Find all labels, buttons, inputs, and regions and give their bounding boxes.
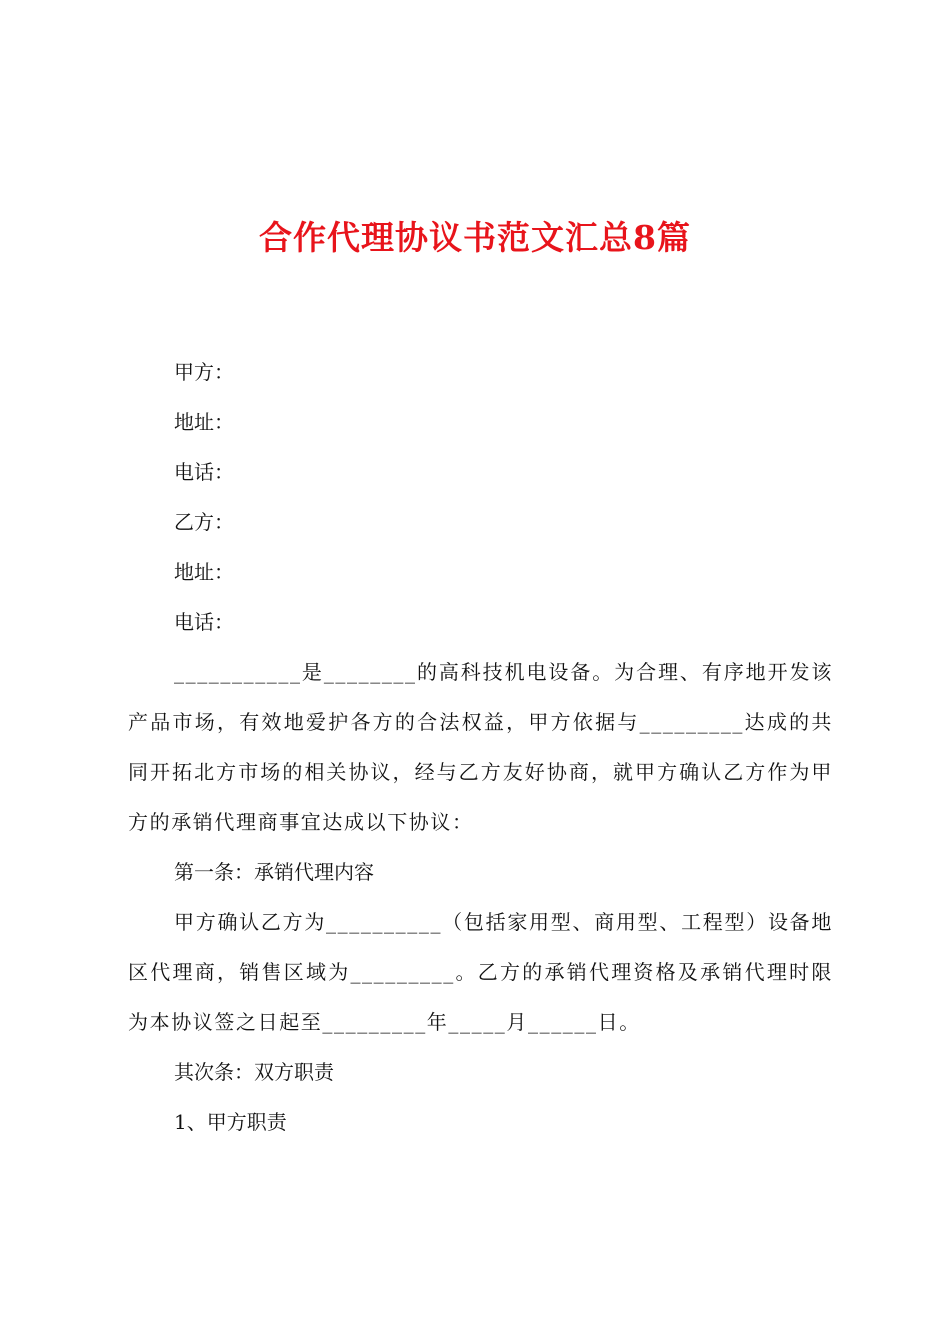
document-body: [128, 347, 833, 1147]
party-a-address-label: 地址：: [174, 410, 234, 434]
article-1-paragraph: 甲方确认乙方为__________（包括家用型、商用型、工程型）设备地区代理商，销售区域为_________。乙方的承销代理资格及承销代理时限为本协议签之日起至_________年_____月______日。: [128, 910, 833, 1034]
document-title: 合作代理协议书范文汇总8篇: [259, 218, 691, 257]
party-b-phone-label: 电话：: [174, 610, 234, 634]
party-a-label: 甲方：: [174, 360, 234, 384]
party-a-duties-heading: 1、甲方职责: [174, 1110, 287, 1134]
intro-paragraph: ___________是________的高科技机电设备。为合理、有序地开发该产品市场，有效地爱护各方的合法权益，甲方依据与_________达成的共同开拓北方市场的相关协议，经与乙方友好协商，就甲方确认乙方作为甲方的承销代理商事宜达成以下协议：: [128, 660, 833, 834]
party-b-label: 乙方：: [174, 510, 234, 534]
party-a-phone-label: 电话：: [174, 460, 234, 484]
article-1-heading: 第一条：承销代理内容: [174, 860, 374, 884]
article-2-heading: 其次条：双方职责: [174, 1060, 334, 1084]
party-b-address-label: 地址：: [174, 560, 234, 584]
